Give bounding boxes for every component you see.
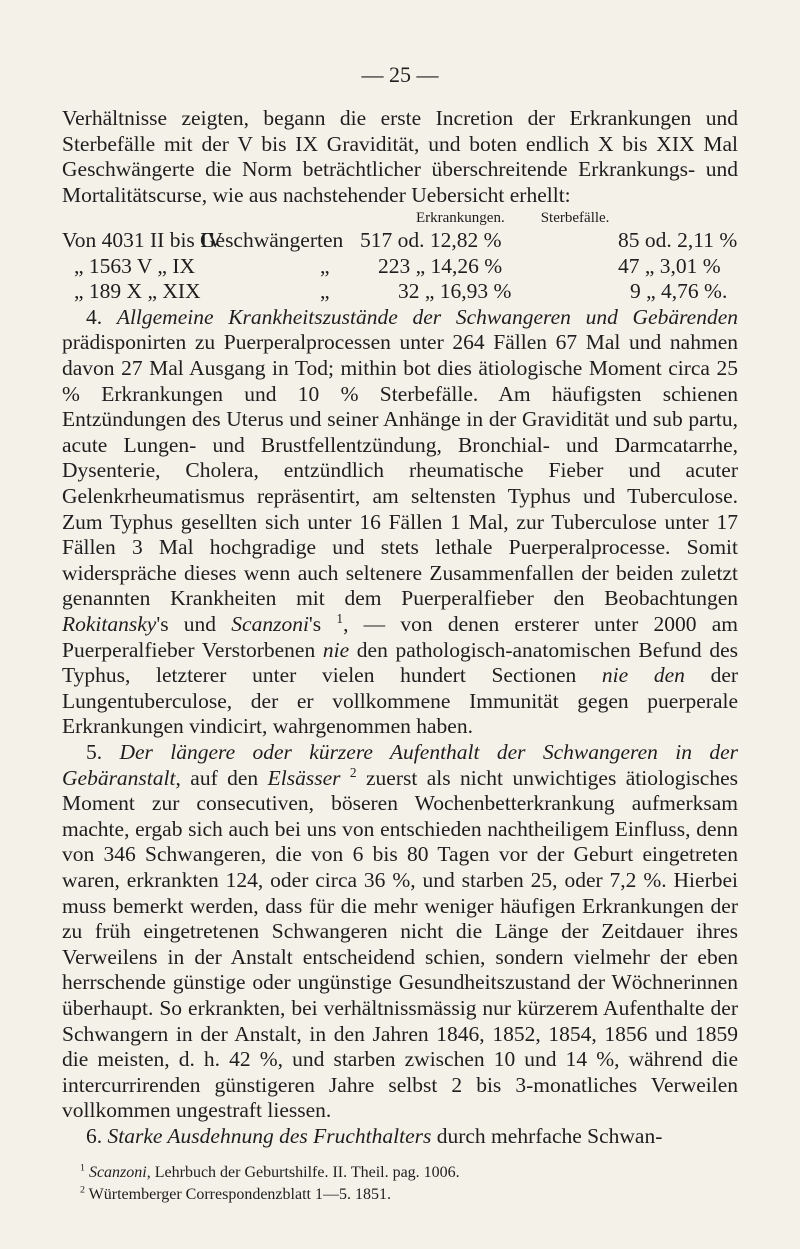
body-text	[62, 106, 738, 1149]
section-title: Starke Ausdehnung des Fruchthalters	[107, 1123, 432, 1148]
paragraph-4: 4. Allgemeine Krankheitszustände der Schwangeren und Gebärenden prädisponirten zu Puerperalprocessen unter 264 Fällen 67 Mal und nahmen davon 27 Mal Ausgang in Tod; mithin bot dies ätiologische Moment circa 25 % Erkrankungen und 10 % Sterbefälle. Am häufigsten schienen Entzündungen des Uterus und seiner Anhänge in der Gravidität und sub partu, acute Lungen- und Brustfellentzündung, Bronchial- und Darmcatarrhe, Dysenterie, Cholera, entzündlich rheumatische Fieber und acuter Gelenkrheumatismus repräsentirt, am seltensten Typhus und Tuberculose. Zum Typhus gesellten sich unter 16 Fällen 1 Mal, zur Tuberculose unter 17 Fällen 3 Mal hochgradige und stets lethale Puerperalprocesse. Somit widerspräche dieses wenn auch seltenere Zusammenfallen der beiden zuletzt genannten Krankheiten mit dem Puerperalfieber den Beobachtungen Rokitansky's und Scanzoni's $^1$, — von denen ersterer unter 2000 am Puerperalfieber Verstorbenen nie den pathologisch-anatomischen Befund des Typhus, letzterer unter vielen hundert Sectionen nie den der Lungentuberculose, der er vollkommene Immunität gegen puerperale Erkrankungen vindicirt, wahrgenommen haben.	[62, 304, 739, 739]
paragraph-6: 6. Starke Ausdehnung des Fruchthalters durch mehrfache Schwan-	[86, 1123, 663, 1148]
author-name: Elsässer	[267, 765, 341, 790]
page	[62, 62, 738, 1149]
row-label: Geschwängerten	[200, 228, 344, 253]
statistics-row	[62, 228, 738, 254]
row-erkrankungen: 517 od. 12,82 %	[360, 228, 502, 253]
row-erkrankungen: 32 „ 16,93 %	[398, 279, 512, 304]
statistics-row	[62, 279, 738, 305]
page-number: — 25 —	[361, 62, 439, 87]
section-number: 4.	[86, 304, 103, 329]
footnote-ref: 1	[336, 610, 344, 626]
paragraph-5: 5. Der längere oder kürzere Aufenthalt der Schwangeren in der Gebäranstalt, auf den Elsässer $^2$ zuerst als nicht unwichtiges ätiologisches Moment zur consecutiven, böseren Wochenbetterkrankung aufmerksam machte, ergab sich auch bei uns von entschieden nachtheiligem Einfluss, denn von 346 Schwangeren, die von 6 bis 80 Tagen vor der Geburt eingetreten waren, erkrankten 124, oder circa 36 %, und starben 25, oder 7,2 %. Hierbei muss bemerkt werden, dass für die mehr weniger häufigen Erkrankungen der zu früh eingetretenen Schwangeren nicht die Länge der Zeitdauer ihres Verweilens in der Anstalt entscheidend schien, sondern vielmehr der eben herrschende günstige oder ungünstige Gesundheitszustand der Wöchnerinnen überhaupt. So erkrankten, bei verhältnissmässig nur kürzerem Aufenthalte der Schwangern in der Anstalt, in den Jahren 1846, 1852, 1854, 1856 und 1859 die meisten, d. h. 42 %, und starben zwischen 10 und 14 %, während die intercurrirenden günstigeren Jahre selbst 2 bis 3-monatliches Verweilen vollkommen ungestraft liessen.	[62, 739, 739, 1123]
section-title: Der längere oder kürzere Aufenthalt der Schwangeren in der Gebäranstalt	[62, 739, 738, 790]
row-group: „ 189 X „ XIX	[74, 279, 201, 304]
row-group: Von 4031 II bis IV	[62, 228, 223, 253]
footnote: $^1$ Scanzoni, Lehrbuch der Geburtshilfe. II. Theil. pag. 1006.	[80, 1162, 460, 1181]
statistics-header	[62, 208, 738, 228]
author-name: Rokitansky	[62, 612, 157, 636]
row-label: „	[320, 253, 330, 278]
header-erkrankungen: Erkrankungen.	[416, 210, 505, 227]
row-erkrankungen: 223 „ 14,26 %	[378, 253, 503, 278]
row-sterbefaelle: 47 „ 3,01 %	[618, 253, 721, 278]
statistics-row	[62, 254, 738, 280]
paragraph-intro: Verhältnisse zeigten, begann die erste Incretion der Erkrankungen und Sterbefälle mit der V bis IX Gravidität, und boten endlich X bis XIX Mal Geschwängerte die Norm beträchtlicher überschreitende Erkrankungs- und Mortalitätscurse, wie aus nachstehender Uebersicht erhellt:	[62, 106, 738, 207]
section-title: Allgemeine Krankheitszustände der Schwangeren und Gebärenden	[116, 304, 738, 329]
footnote-author: Scanzoni	[88, 1164, 147, 1181]
row-group: „ 1563 V „ IX	[74, 253, 196, 278]
footnote-ref: 2	[349, 764, 357, 780]
footnotes	[80, 1162, 740, 1206]
statistics-table	[62, 208, 738, 305]
author-name: Scanzoni	[231, 612, 309, 636]
header-sterbefaelle: Sterbefälle.	[540, 210, 610, 227]
row-sterbefaelle: 9 „ 4,76 %.	[630, 279, 728, 304]
row-label: „	[320, 279, 330, 304]
footnote: $^2$ Würtemberger Correspondenzblatt 1—5. 1851.	[80, 1184, 391, 1203]
row-sterbefaelle: 85 od. 2,11 %	[618, 228, 738, 253]
section-number: 5.	[86, 739, 103, 764]
section-number: 6.	[86, 1123, 103, 1148]
